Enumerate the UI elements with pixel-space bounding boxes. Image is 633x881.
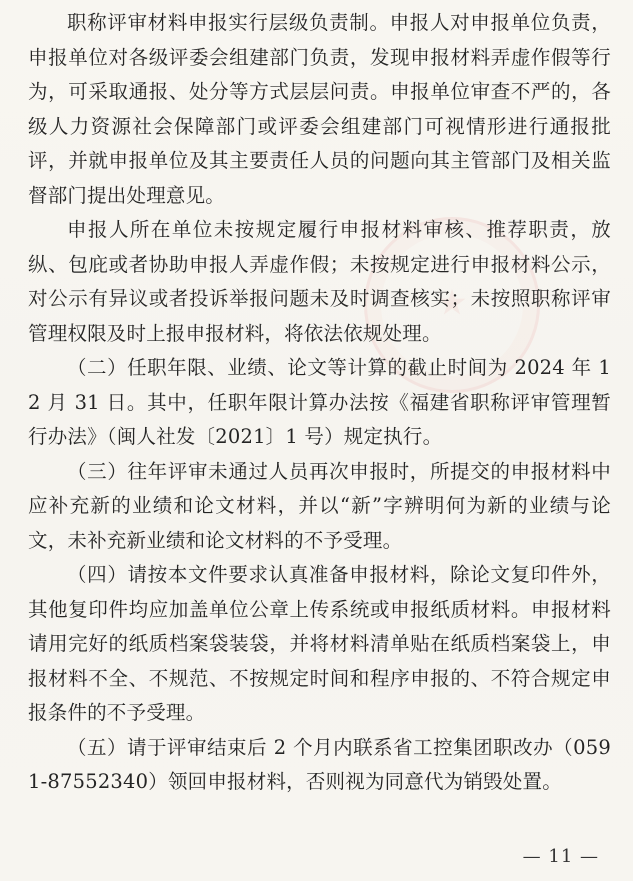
paragraph-6: （五）请于评审结束后 2 个月内联系省工控集团职改办（0591-87552340）领回申报材料，否则视为同意代为销毁处置。 (28, 735, 611, 793)
paragraph-3: （二）任职年限、业绩、论文等计算的截止时间为 2024 年 12 月 31 日。其中，任职年限计算办法按《福建省职称评审管理暂行办法》（闽人社发〔2021〕1 号）规定执行。 (28, 356, 611, 448)
paragraph-5: （四）请按本文件要求认真准备申报材料，除论文复印件外，其他复印件均应加盖单位公章上传系统或申报纸质材料。申报材料请用完好的纸质档案袋装袋，并将材料清单贴在纸质档案袋上，申报材料不全、不规范、不按规定时间和程序申报的、不符合规定申报条件的不予受理。 (28, 563, 611, 724)
page-number: — 11 — (522, 846, 599, 867)
paragraph-4: （三）往年评审未通过人员再次申报时，所提交的申报材料中应补充新的业绩和论文材料，并以“新”字辨明何为新的业绩与论文，未补充新业绩和论文材料的不予受理。 (28, 459, 611, 552)
paragraph-1: 职称评审材料申报实行层级负责制。申报人对申报单位负责，申报单位对各级评委会组建部门负责，发现申报材料弄虚作假等行为，可采取通报、处分等方式层层问责。申报单位审查不严的，各级人力资源社会保障部门或评委会组建部门可视情形进行通报批评，并就申报单位及其主要责任人员的问题向其主管部门及相关监督部门提出处理意见。 (28, 11, 611, 207)
paragraph-2: 申报人所在单位未按规定履行申报材料审核、推荐职责，放纵、包庇或者协助申报人弄虚作假；未按规定进行申报材料公示，对公示有异议或者投诉举报问题未及时调查核实；未按照职称评审管理权限及时上报申报材料，将依法依规处理。 (28, 218, 611, 345)
document-body (28, 6, 611, 800)
